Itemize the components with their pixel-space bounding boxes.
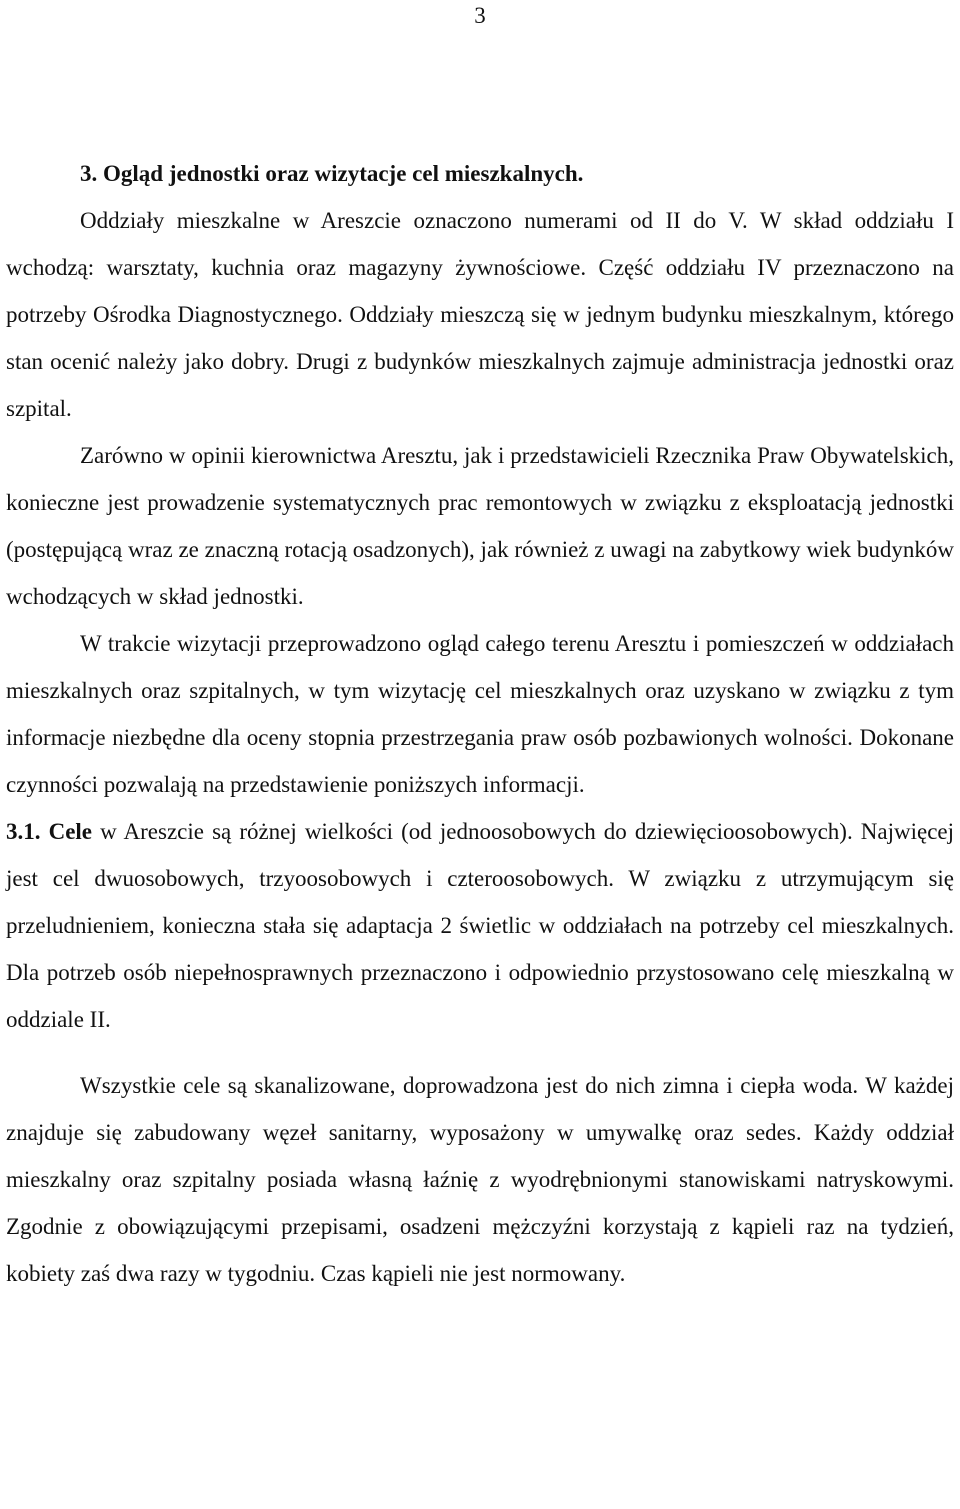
paragraph-wizytacja: W trakcie wizytacji przeprowadzono ogląd całego terenu Aresztu i pomieszczeń w oddziałach mieszkalnych oraz szpitalnych, w tym wizytację cel mieszkalnych oraz uzyskano w związku z tym informacje niezbędne dla oceny stopnia przestrzegania praw osób pozbawionych wolności. Dokonane czynności pozwalają na przedstawienie poniższych informacji. [6, 631, 954, 797]
page-number: 3 [474, 3, 486, 28]
subsection-label: 3.1. [6, 819, 41, 844]
subsection-term: Cele [48, 819, 93, 844]
section-heading: 3. Ogląd jednostki oraz wizytacje cel mieszkalnych. [80, 161, 584, 186]
subsection-text: w Areszcie są różnej wielkości (od jednoosobowych do dziewięcioosobowych). Najwięcej jest cel dwuosobowych, trzyoosobowych i czteroosobowych. W związku z utrzymującym się przeludnieniem, konieczna stała się adaptacja 2 świetlic w oddziałach na potrzeby cel mieszkalnych. Dla potrzeb osób niepełnosprawnych przeznaczono i odpowiednio przystosowano celę mieszkalną w oddziale II. [6, 819, 955, 1032]
document-body [6, 150, 954, 1297]
paragraph-remonty: Zarówno w opinii kierownictwa Aresztu, jak i przedstawicieli Rzecznika Praw Obywatelskich, konieczne jest prowadzenie systematycznych prac remontowych w związku z eksploatacją jednostki (postępującą wraz ze znaczną rotacją osadzonych), jak również z uwagi na zabytkowy wiek budynków wchodzących w skład jednostki. [6, 443, 954, 609]
paragraph-oddzialy: Oddziały mieszkalne w Areszcie oznaczono numerami od II do V. W skład oddziału I wchodzą: warsztaty, kuchnia oraz magazyny żywnościowe. Część oddziału IV przeznaczono na potrzeby Ośrodka Diagnostycznego. Oddziały mieszczą się w jednym budynku mieszkalnym, którego stan ocenić należy jako dobry. Drugi z budynków mieszkalnych zajmuje administracja jednostki oraz szpital. [6, 208, 954, 421]
subsection-cele [6, 808, 954, 1043]
paragraph-sanitarne: Wszystkie cele są skanalizowane, doprowadzona jest do nich zimna i ciepła woda. W każdej znajduje się zabudowany węzeł sanitarny, wyposażony w umywalkę oraz sedes. Każdy oddział mieszkalny oraz szpitalny posiada własną łaźnię z wyodrębnionymi stanowiskami natryskowymi. Zgodnie z obowiązującymi przepisami, osadzeni mężczyźni korzystają z kąpieli raz na tydzień, kobiety zaś dwa razy w tygodniu. Czas kąpieli nie jest normowany. [6, 1073, 954, 1286]
